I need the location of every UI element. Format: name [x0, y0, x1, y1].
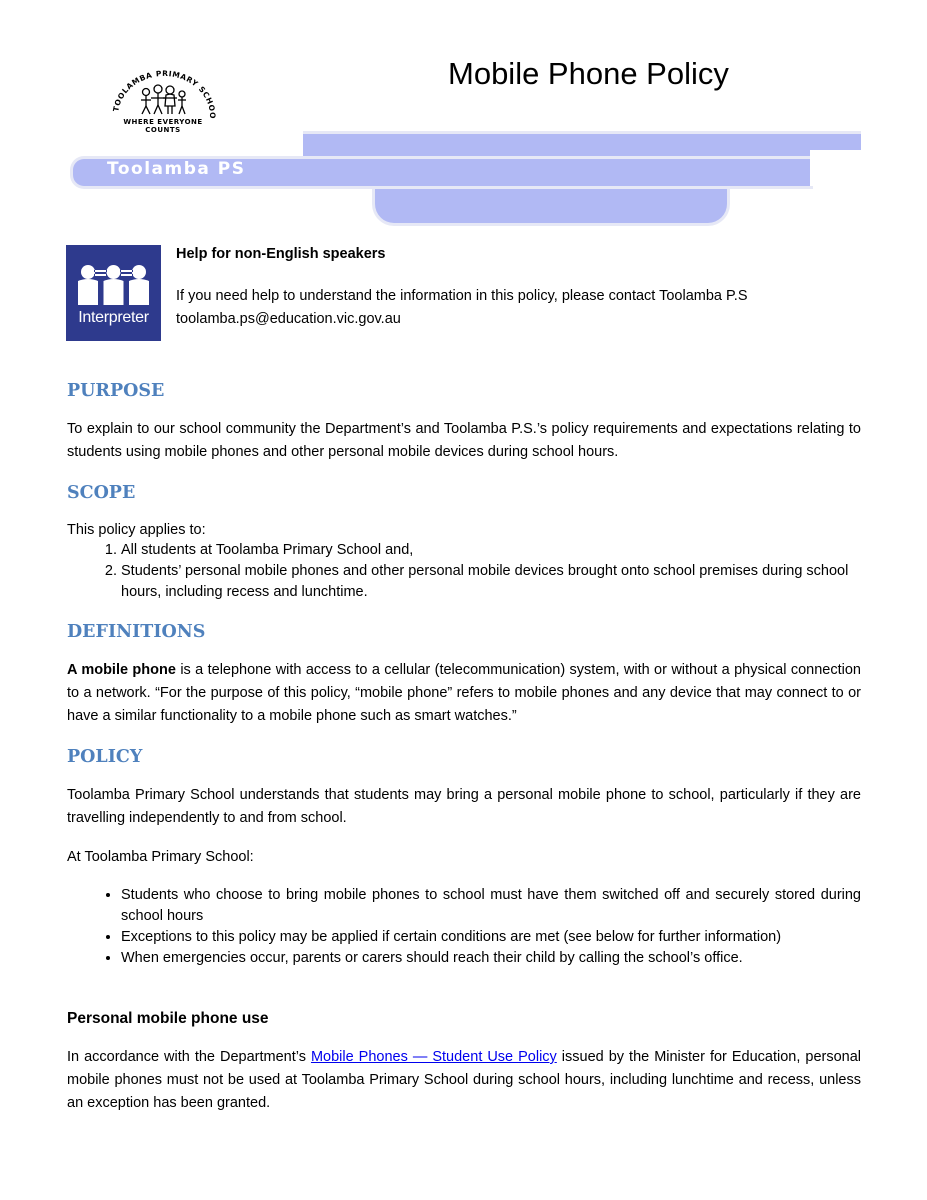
- svg-text:TOOLAMBA PRIMARY SCHOOL: [108, 68, 217, 119]
- policy-bullet-3: • When emergencies occur, parents or carers should reach their child by calling the school’s office.: [121, 948, 861, 969]
- help-email: toolamba.ps@education.vic.gov.au: [176, 311, 401, 327]
- policy-heading: POLICY: [67, 747, 143, 767]
- logo-arc-text: TOOLAMBA PRIMARY SCHOO: [111, 68, 218, 120]
- document-title: Mobile Phone Policy: [448, 56, 729, 91]
- definitions-heading: DEFINITIONS: [67, 622, 206, 642]
- policy-para-1: Toolamba Primary School understands that students may bring a personal mobile phone to school, particularly if they are travelling independently to and from school.: [67, 787, 861, 826]
- personal-use-heading: Personal mobile phone use: [67, 1010, 269, 1027]
- policy-para-2: At Toolamba Primary School:: [67, 849, 254, 865]
- header-band-bottom: [372, 183, 730, 226]
- help-text-line1: If you need help to understand the information in this policy, please contact Toolamba P.S: [176, 288, 748, 304]
- policy-bullets: [67, 885, 861, 969]
- school-name-band: Toolamba PS: [107, 159, 246, 179]
- scope-intro: This policy applies to:: [67, 522, 206, 538]
- interpreter-people-icon: [66, 245, 161, 309]
- policy-bullet-2: • Exceptions to this policy may be applied if certain conditions are met (see below for further information): [121, 927, 861, 948]
- header-band-gap: [810, 150, 862, 186]
- school-logo-drawing: [108, 68, 218, 120]
- definition-body: is a telephone with access to a cellular (telecommunication) system, with or without a physical connection to a network. “For the purpose of this policy, “mobile phone” refers to mobile phones and any device that may connect to or have a similar functionality to a mobile phone such as smart watches.”: [67, 662, 861, 724]
- scope-heading: SCOPE: [67, 483, 136, 503]
- personal-use-text-after: issued by the Minister for Education, personal mobile phones must not be used at Toolamba Primary School during school hours, including lunchtime and recess, unless an exception has been granted.: [67, 1049, 862, 1111]
- personal-use-text: [67, 1046, 861, 1115]
- personal-use-text-before: In accordance with the Department’s: [67, 1049, 311, 1065]
- student-use-policy-link[interactable]: Mobile Phones — Student Use Policy: [310, 1049, 557, 1065]
- logo-motto: WHERE EVERYONE COUNTS: [123, 118, 203, 134]
- scope-list: [67, 540, 861, 603]
- purpose-heading: PURPOSE: [67, 381, 165, 401]
- policy-content: [67, 380, 861, 1115]
- policy-bullet-1: • Students who choose to bring mobile phones to school must have them switched off and securely stored during school hours: [121, 885, 861, 927]
- definitions-text: [67, 659, 861, 728]
- purpose-text: To explain to our school community the Department’s and Toolamba P.S.’s policy requirements and expectations relating to students using mobile phones and other personal mobile devices during school hours.: [67, 421, 861, 460]
- school-logo: [108, 68, 218, 134]
- help-text: [176, 285, 876, 331]
- interpreter-icon: [66, 245, 161, 341]
- scope-item-1: 1. All students at Toolamba Primary School and,: [121, 540, 861, 561]
- help-title: Help for non-English speakers: [176, 246, 386, 262]
- definition-term: A mobile phone: [67, 662, 176, 678]
- interpreter-label: Interpreter: [78, 309, 149, 326]
- scope-item-2: 2. Students’ personal mobile phones and other personal mobile devices brought onto school premises during school hours, including recess and lunchtime.: [121, 561, 861, 603]
